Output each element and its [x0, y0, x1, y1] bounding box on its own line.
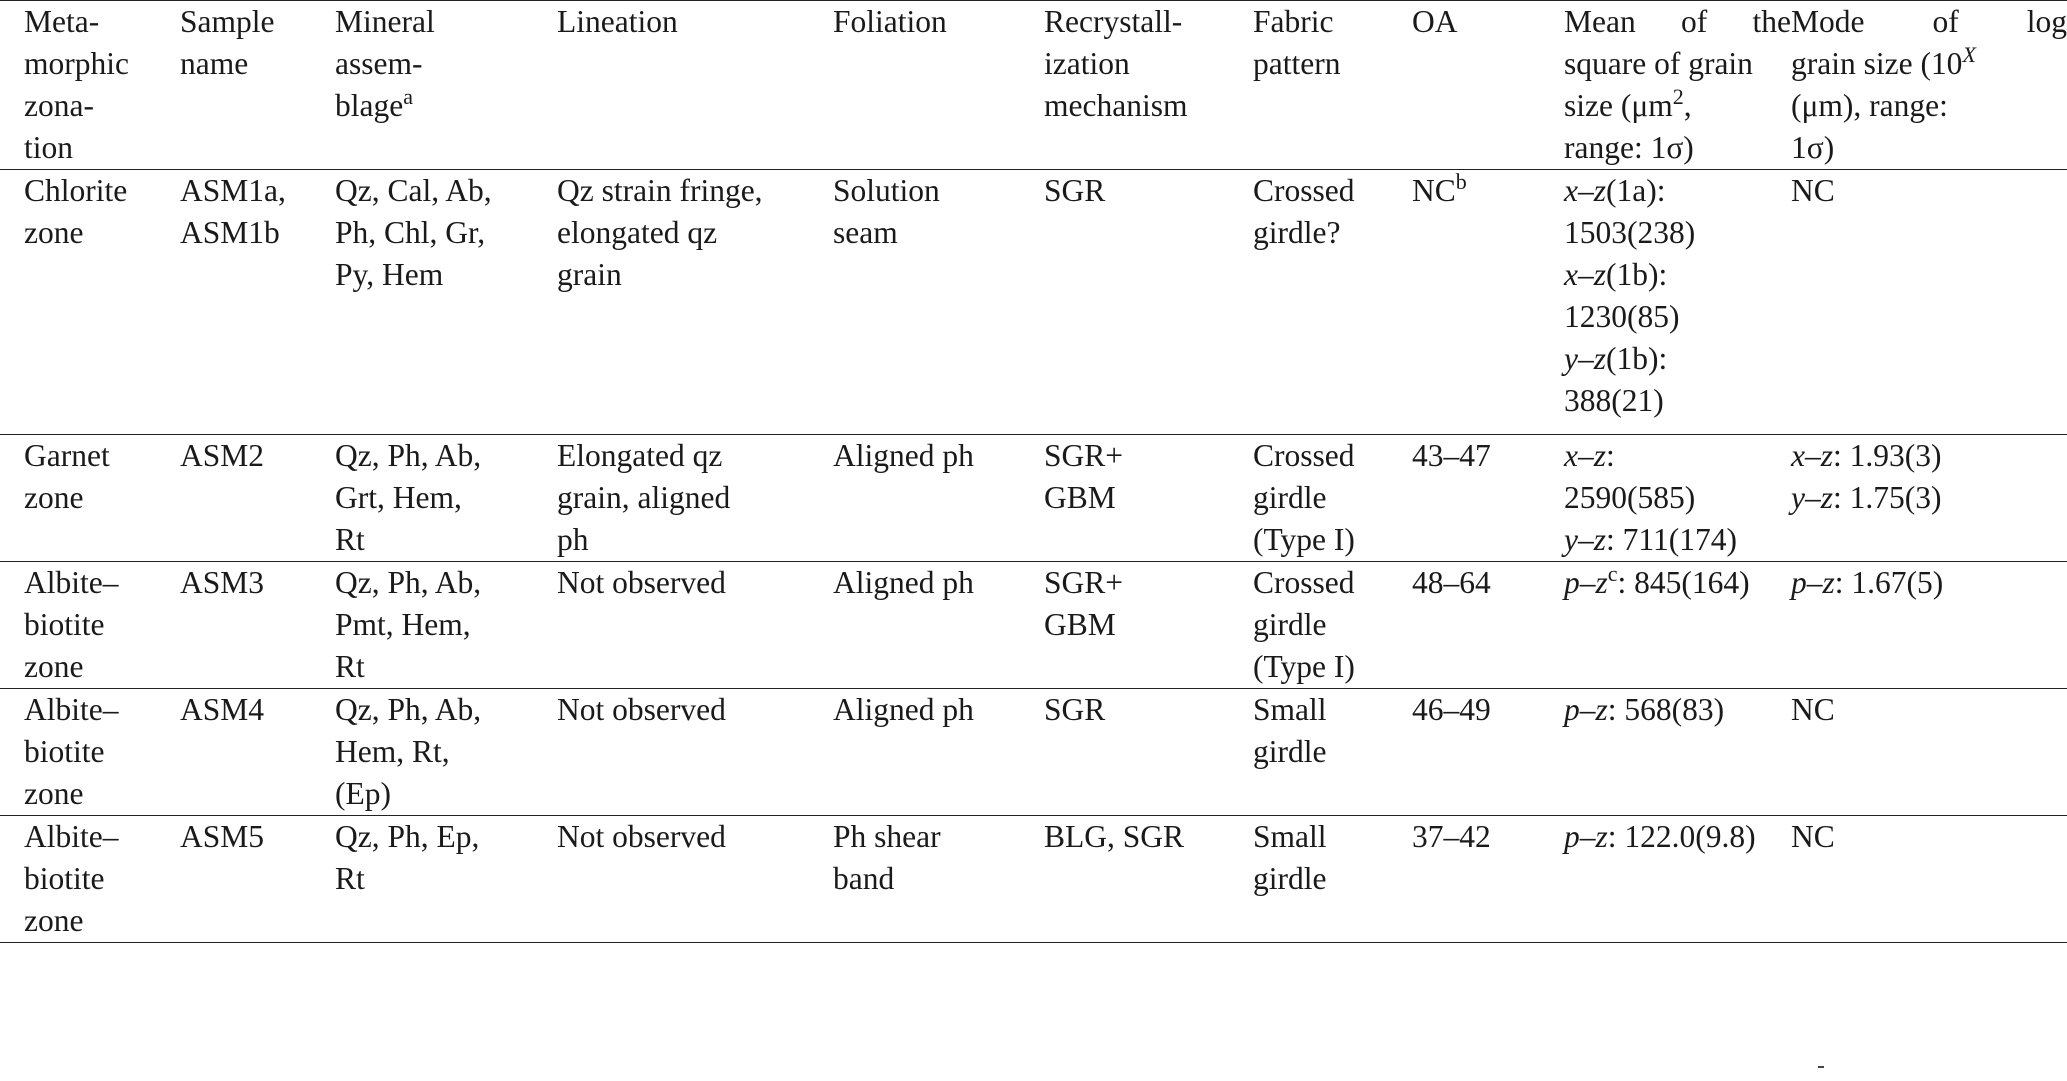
cell-mean-square-grain-size: x–z: 2590(585) y–z: 711(174): [1564, 438, 1737, 557]
cell-zonation: Albite– biotite zone: [24, 819, 119, 938]
cell-mean-square-grain-size: x–z(1a): 1503(238) x–z(1b): 1230(85) y–z(1b): 388(21): [1564, 173, 1696, 418]
header-foliation: Foliation: [833, 4, 947, 39]
cell-foliation: Aligned ph: [833, 438, 974, 473]
cell-mineral-assemblage: Qz, Cal, Ab, Ph, Chl, Gr, Py, Hem: [335, 173, 492, 292]
cell-foliation: Aligned ph: [833, 565, 974, 600]
cell-foliation: Aligned ph: [833, 692, 974, 727]
cell-mode-log-grain-size: NC: [1791, 173, 1835, 208]
cell-mode-log-grain-size: NC: [1791, 692, 1835, 727]
cell-oa: 48–64: [1412, 565, 1491, 600]
cell-sample-name: ASM1a, ASM1b: [180, 173, 286, 250]
cell-mode-log-grain-size: p–z: 1.67(5): [1791, 565, 1944, 600]
table-body: [0, 170, 2067, 943]
cell-mode-log-grain-size: NC: [1791, 819, 1835, 854]
table-row: [0, 562, 2067, 689]
header-mode-log-grain-size: Mode of log grain size ($10^X$ (μm), range: 1σ): [1791, 4, 2067, 165]
header-mean-square-grain-size: Mean of the square of grain size ($\mu m^2$, range: 1σ): [1564, 4, 1791, 165]
cell-mean-square-grain-size: $p-z^c$: 845(164): [1564, 561, 1750, 600]
footnote-marker: a: [403, 84, 413, 109]
header-recrystallization: Recrystall- ization mechanism: [1044, 4, 1188, 123]
cell-mean-square-grain-size: p–z: 568(83): [1564, 692, 1725, 727]
cell-oa: 46–49: [1412, 692, 1491, 727]
cell-mean-square-grain-size: p–z: 122.0(9.8): [1564, 819, 1756, 854]
cell-recrystallization: SGR+ GBM: [1044, 565, 1124, 642]
table-row: [0, 816, 2067, 943]
cell-fabric-pattern: Small girdle: [1253, 692, 1327, 769]
cell-lineation: Not observed: [557, 819, 726, 854]
cell-zonation: Chlorite zone: [24, 173, 128, 250]
header-mineral-assemblage: Mineral assem- blage$^a$: [335, 4, 435, 123]
cell-recrystallization: SGR: [1044, 173, 1106, 208]
cell-fabric-pattern: Crossed girdle (Type I): [1253, 438, 1355, 557]
cell-oa: 43–47: [1412, 438, 1491, 473]
table-row: [0, 170, 2067, 435]
cell-foliation: Solution seam: [833, 173, 940, 250]
cell-lineation: Qz strain fringe, elongated qz grain: [557, 173, 763, 292]
cell-mineral-assemblage: Qz, Ph, Ep, Rt: [335, 819, 480, 896]
cell-zonation: Albite– biotite zone: [24, 692, 119, 811]
cell-oa: $NC^b$: [1412, 169, 1467, 208]
header-row: [0, 1, 2067, 170]
footnote-marker: b: [1455, 169, 1467, 194]
cell-lineation: Elongated qz grain, aligned ph: [557, 438, 731, 557]
cell-fabric-pattern: Crossed girdle (Type I): [1253, 565, 1355, 684]
cell-mineral-assemblage: Qz, Ph, Ab, Hem, Rt, (Ep): [335, 692, 482, 811]
header-sample-name: Sample name: [180, 4, 275, 81]
cell-sample-name: ASM3: [180, 565, 265, 600]
header-zonation: Meta- morphic zona- tion: [24, 4, 129, 165]
cell-recrystallization: SGR: [1044, 692, 1106, 727]
cell-mode-log-grain-size: x–z: 1.93(3) y–z: 1.75(3): [1791, 438, 1942, 515]
cell-fabric-pattern: Small girdle: [1253, 819, 1327, 896]
cell-oa: 37–42: [1412, 819, 1491, 854]
page-mark: [1818, 1066, 1824, 1068]
cell-zonation: Albite– biotite zone: [24, 565, 119, 684]
cell-mineral-assemblage: Qz, Ph, Ab, Pmt, Hem, Rt: [335, 565, 482, 684]
cell-fabric-pattern: Crossed girdle?: [1253, 173, 1355, 250]
cell-sample-name: ASM5: [180, 819, 265, 854]
footnote-marker: c: [1607, 561, 1618, 586]
header-oa: OA: [1412, 4, 1458, 39]
cell-sample-name: ASM2: [180, 438, 265, 473]
cell-lineation: Not observed: [557, 692, 726, 727]
header-lineation: Lineation: [557, 4, 678, 39]
cell-foliation: Ph shear band: [833, 819, 941, 896]
cell-recrystallization: SGR+ GBM: [1044, 438, 1124, 515]
table-row: [0, 435, 2067, 562]
header-fabric-pattern: Fabric pattern: [1253, 4, 1341, 81]
cell-recrystallization: BLG, SGR: [1044, 819, 1185, 854]
cell-zonation: Garnet zone: [24, 438, 110, 515]
cell-lineation: Not observed: [557, 565, 726, 600]
cell-sample-name: ASM4: [180, 692, 265, 727]
table-row: [0, 689, 2067, 816]
cell-mineral-assemblage: Qz, Ph, Ab, Grt, Hem, Rt: [335, 438, 482, 557]
